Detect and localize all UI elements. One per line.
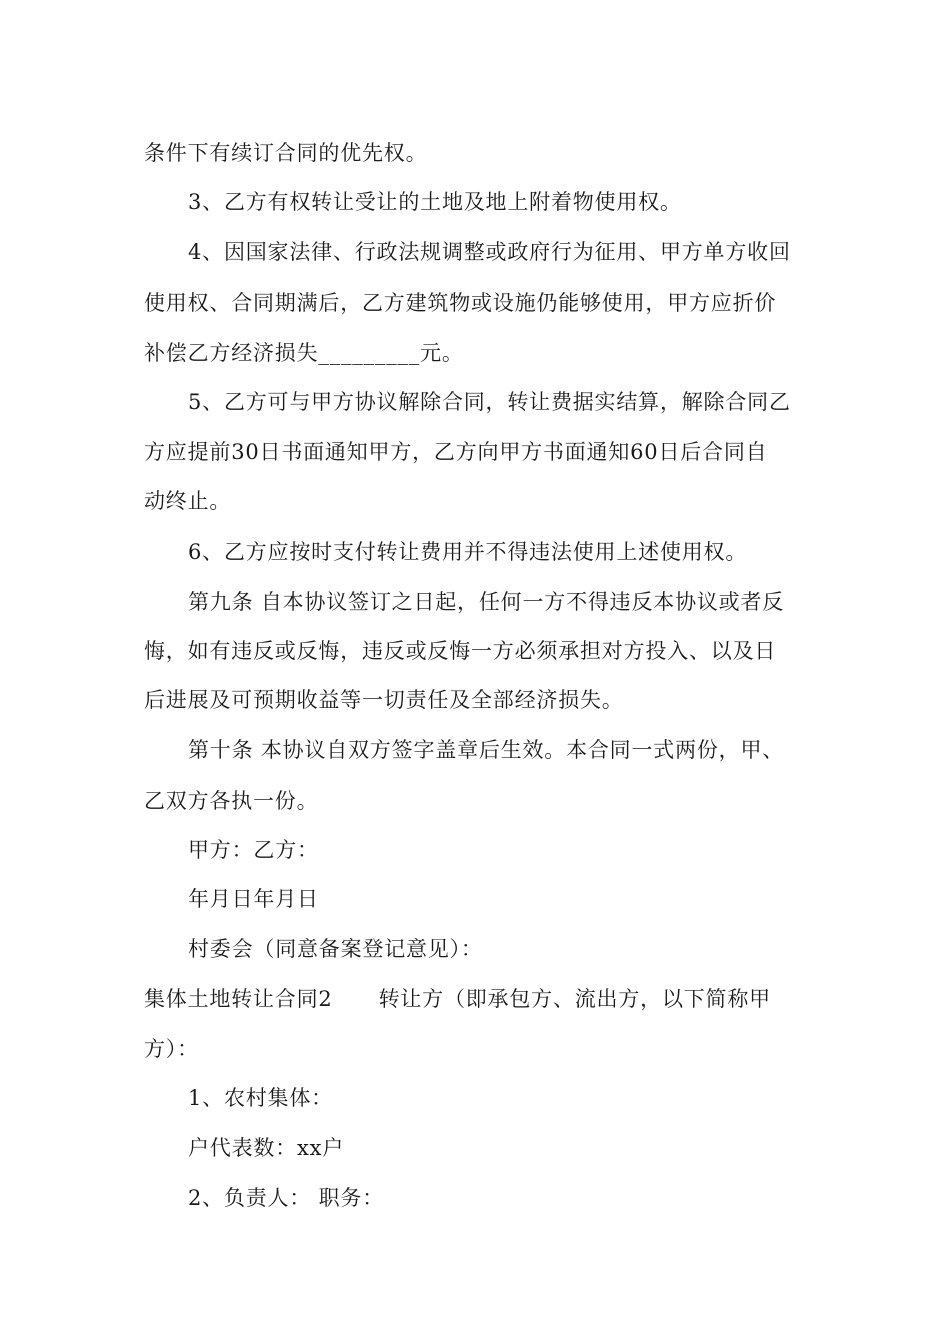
text-line: 第九条 自本协议签订之日起，任何一方不得违反本协议或者反 [188, 590, 785, 614]
text-line: 4、因国家法律、行政法规调整或政府行为征用、甲方单方收回 [188, 240, 791, 264]
transferor-text: 转让方（即承包方、流出方，以下简称甲 [378, 987, 771, 1011]
text-line: 方）： [144, 1037, 199, 1061]
signature-date-line: 年月日年月日 [188, 887, 319, 911]
text-line: 5、乙方可与甲方协议解除合同，转让费据实结算，解除合同乙 [188, 390, 791, 414]
signature-parties-line: 甲方：乙方： [188, 838, 319, 862]
text-line: 1、农村集体： [188, 1086, 333, 1110]
text-line: 方应提前30日书面通知甲方，乙方向甲方书面通知60日后合同自 [144, 440, 768, 464]
text-line: 乙双方各执一份。 [144, 789, 319, 813]
text-line: 3、乙方有权转让受让的土地及地上附着物使用权。 [188, 190, 682, 214]
text-line: 第十条 本协议自双方签字盖章后生效。本合同一式两份，甲、 [188, 738, 785, 762]
text-line: 6、乙方应按时支付转让费用并不得违法使用上述使用权。 [188, 540, 748, 564]
text-line: 动终止。 [144, 489, 232, 513]
text-line: 村委会（同意备案登记意见）： [188, 937, 483, 961]
text-line: 条件下有续订合同的优先权。 [144, 141, 428, 165]
text-line: 户代表数：xx户 [188, 1136, 345, 1160]
text-line: 2、负责人： 职务： [188, 1186, 385, 1210]
text-line: 补偿乙方经济损失_________元。 [144, 341, 464, 365]
contract-title: 集体土地转让合同2 [144, 987, 333, 1011]
text-line: 悔，如有违反或反悔，违反或反悔一方必须承担对方投入、以及日 [144, 639, 777, 663]
text-line: 后进展及可预期收益等一切责任及全部经济损失。 [144, 688, 624, 712]
text-line: 使用权、合同期满后，乙方建筑物或设施仍能够使用，甲方应折价 [144, 291, 777, 315]
section-title-line [144, 986, 824, 1012]
